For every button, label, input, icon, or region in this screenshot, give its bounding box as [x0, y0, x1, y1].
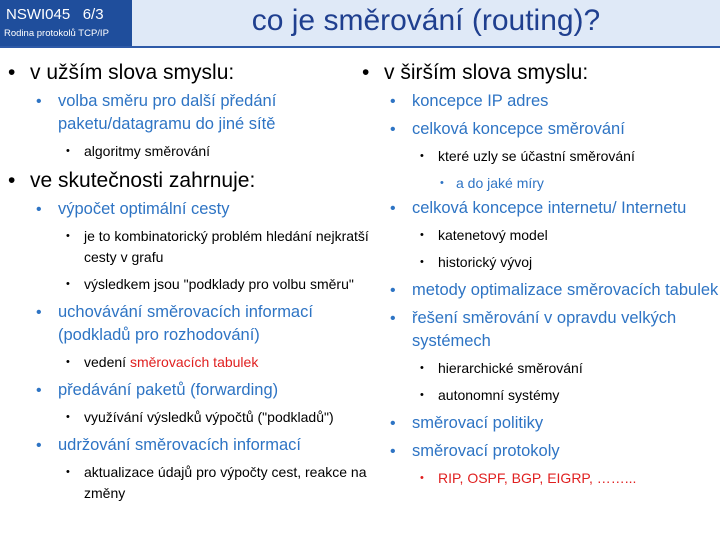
policies-item — [358, 412, 720, 435]
storage-text: uchovávání směrovacích informací (podkladů pro rozhodování) — [58, 303, 313, 344]
narrow-item-text: volba směru pro další předání paketu/datagramu do jiné sítě — [58, 92, 277, 133]
storage-sub-item — [4, 352, 370, 373]
bullet-icon: • — [390, 282, 396, 299]
protocols-sub-text: RIP, OSPF, BGP, EIGRP, ……... — [438, 470, 637, 486]
forwarding-text: předávání paketů (forwarding) — [58, 381, 279, 399]
bullet-icon: • — [8, 61, 16, 84]
bullet-icon: • — [66, 356, 70, 368]
slide-number: 6/3 — [82, 6, 104, 23]
large-sub-item-1 — [358, 358, 720, 379]
optimization-text: metody optimalizace směrovacích tabulek — [412, 281, 719, 299]
narrow-item — [4, 90, 370, 136]
bullet-icon: • — [36, 93, 42, 110]
bullet-icon: • — [390, 415, 396, 432]
routing-concept-text: celková koncepce směrování — [412, 120, 625, 138]
course-info-box — [0, 0, 132, 46]
bullet-icon: • — [420, 150, 424, 162]
bullet-icon: • — [390, 121, 396, 138]
large-sub-item-2 — [358, 385, 720, 406]
forwarding-sub-item — [4, 407, 370, 428]
ip-concept-item — [358, 90, 720, 113]
header-divider — [0, 46, 720, 48]
bullet-icon: • — [8, 169, 16, 192]
bullet-icon: • — [66, 411, 70, 423]
course-subtitle: Rodina protokolů TCP/IP — [4, 28, 109, 39]
broad-heading-item — [4, 168, 370, 194]
internet-concept-item — [358, 197, 720, 220]
bullet-icon: • — [36, 201, 42, 218]
compute-sub-item-2 — [4, 274, 370, 295]
protocols-item — [358, 440, 720, 463]
forwarding-sub-text: využívání výsledků výpočtů ("podkladů") — [84, 409, 334, 425]
bullet-icon: • — [36, 437, 42, 454]
bullet-icon: • — [36, 382, 42, 399]
optimization-item — [358, 279, 720, 302]
slide-header — [0, 0, 720, 46]
bullet-icon: • — [66, 466, 70, 478]
bullet-icon: • — [390, 93, 396, 110]
bullet-icon: • — [420, 229, 424, 241]
compute-sub-item-1 — [4, 226, 370, 268]
maintain-text: udržování směrovacích informací — [58, 436, 302, 454]
routing-sub-sub-item — [358, 173, 720, 193]
forwarding-item — [4, 379, 370, 402]
broad-sense-heading-item — [358, 60, 720, 86]
narrow-sub-text: algoritmy směrování — [84, 143, 211, 159]
storage-sub-prefix: vedení — [84, 354, 130, 370]
bullet-icon: • — [420, 362, 424, 374]
bullet-icon: • — [390, 310, 396, 327]
narrow-sub-item — [4, 141, 370, 162]
slide-title: co je směrování (routing)? — [251, 4, 601, 37]
maintain-sub-item — [4, 462, 370, 504]
ip-concept-text: koncepce IP adres — [412, 92, 549, 110]
course-code-line — [6, 6, 104, 23]
internet-sub-text-2: historický vývoj — [438, 254, 533, 270]
bullet-icon: • — [420, 389, 424, 401]
large-systems-item — [358, 307, 720, 353]
routing-sub-text: které uzly se účastní směrování — [438, 148, 635, 164]
bullet-icon: • — [362, 61, 370, 84]
bullet-icon: • — [390, 443, 396, 460]
large-sub-text-1: hierarchické směrování — [438, 360, 583, 376]
internet-sub-item-2 — [358, 252, 720, 273]
protocols-text: směrovací protokoly — [412, 442, 560, 460]
storage-sub-highlight: směrovacích tabulek — [129, 354, 259, 370]
bullet-icon: • — [66, 145, 70, 157]
policies-text: směrovací politiky — [412, 414, 544, 432]
left-column — [4, 58, 370, 510]
narrow-heading-item — [4, 60, 370, 86]
routing-sub-item — [358, 146, 720, 167]
routing-sub-sub-text: a do jaké míry — [456, 175, 544, 191]
routing-concept-item — [358, 118, 720, 141]
protocols-sub-item — [358, 468, 720, 489]
course-code: NSWI045 — [6, 6, 71, 23]
bullet-icon: • — [420, 472, 424, 484]
internet-sub-item-1 — [358, 225, 720, 246]
storage-item — [4, 301, 370, 347]
title-bar — [132, 0, 720, 46]
bullet-icon: • — [390, 200, 396, 217]
bullet-icon: • — [440, 177, 444, 189]
compute-text: výpočet optimální cesty — [58, 200, 230, 218]
bullet-icon: • — [66, 278, 70, 290]
broad-heading: ve skutečnosti zahrnuje: — [30, 169, 256, 192]
broad-sense-heading: v širším slova smyslu: — [384, 61, 589, 84]
narrow-heading: v užším slova smyslu: — [30, 61, 235, 84]
compute-sub-text-1: je to kombinatorický problém hledání nejkratší cesty v grafu — [84, 228, 369, 265]
bullet-icon: • — [66, 230, 70, 242]
large-sub-text-2: autonomní systémy — [438, 387, 560, 403]
maintain-item — [4, 434, 370, 457]
maintain-sub-text: aktualizace údajů pro výpočty cest, reakce na změny — [84, 464, 367, 501]
bullet-icon: • — [420, 256, 424, 268]
large-systems-text: řešení směrování v opravdu velkých systémech — [412, 309, 677, 350]
bullet-icon: • — [36, 304, 42, 321]
internet-concept-text: celková koncepce internetu/ Internetu — [412, 199, 687, 217]
compute-sub-text-2: výsledkem jsou "podklady pro volbu směru" — [84, 276, 354, 292]
internet-sub-text-1: katenetový model — [438, 227, 548, 243]
right-column — [358, 58, 720, 495]
compute-item — [4, 198, 370, 221]
